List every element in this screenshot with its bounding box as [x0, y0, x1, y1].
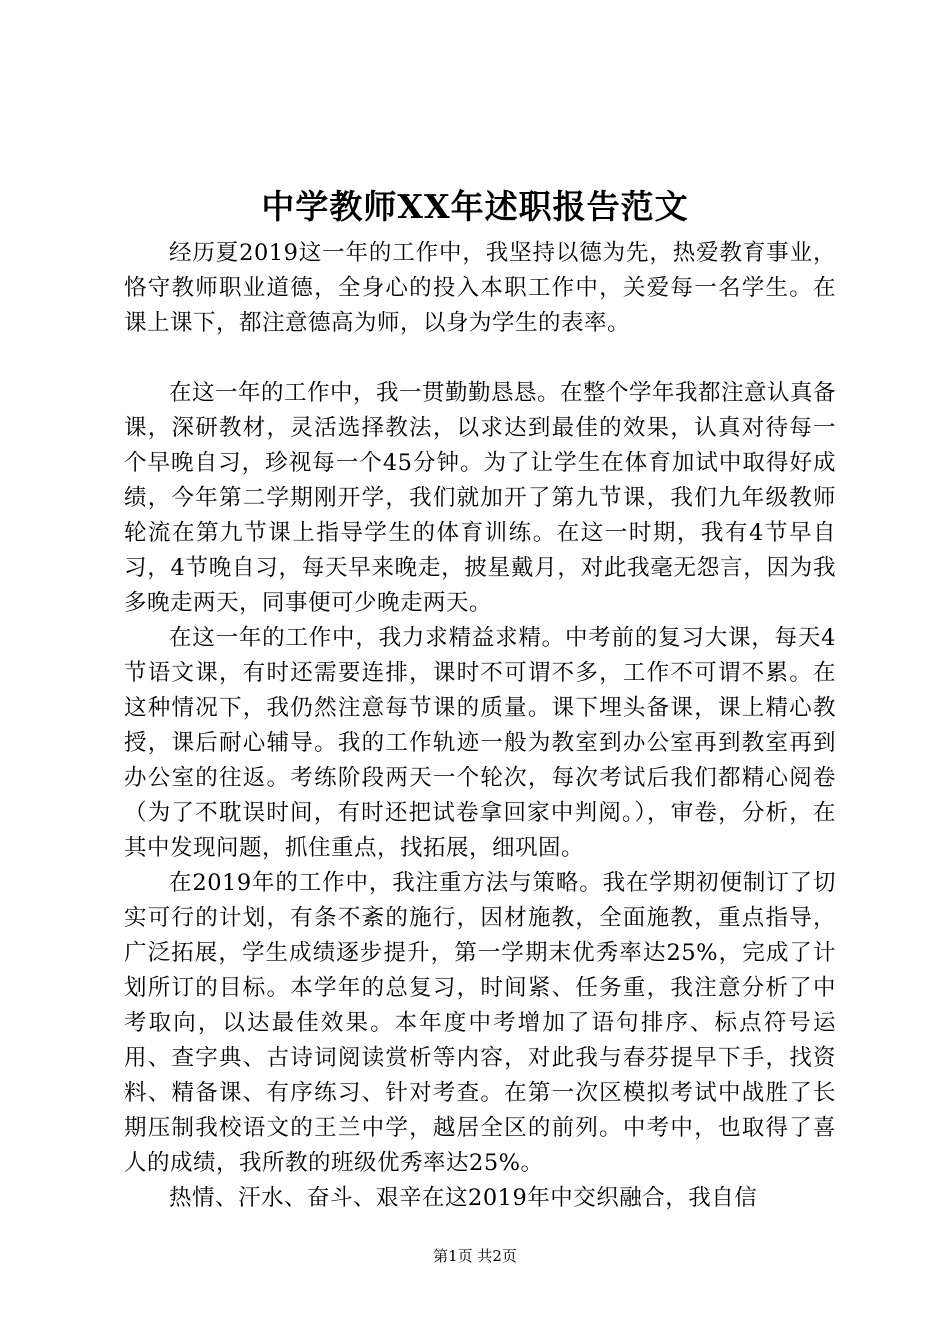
page-footer: 第1页 共2页	[433, 1247, 517, 1265]
paragraph-methods: 在2019年的工作中，我注重方法与策略。我在学期初便制订了切实可行的计划，有条不紊的施行，因材施教，全面施教，重点指导，广泛拓展，学生成绩逐步提升，第一学期末优秀率达25%，完成了计划所订的目标。本学年的总复习，时间紧、任务重，我注意分析了中考取向，以达最佳效果。本年度中考增加了语句排序、标点符号运用、查字典、古诗词阅读赏析等内容，对此我与春芬提早下手，找资料、精备课、有序练习、针对考查。在第一次区模拟考试中战胜了长期压制我校语文的王兰中学，越居全区的前列。中考中，也取得了喜人的成绩，我所教的班级优秀率达25%。	[124, 870, 836, 1176]
paragraph-intro: 经历夏2019这一年的工作中，我坚持以德为先，热爱教育事业，恪守教师职业道德，全身心的投入本职工作中，关爱每一名学生。在课上课下，都注意德高为师，以身为学生的表率。	[124, 240, 836, 336]
paragraph-diligence: 在这一年的工作中，我一贯勤勤恳恳。在整个学年我都注意认真备课，深研教材，灵活选择教法，以求达到最佳的效果，认真对待每一个早晚自习，珍视每一个45分钟。为了让学生在体育加试中取得好成绩，今年第二学期刚开学，我们就加开了第九节课，我们九年级教师轮流在第九节课上指导学生的体育训练。在这一时期，我有4节早自习，4节晚自习，每天早来晚走，披星戴月，对此我毫无怨言，因为我多晚走两天，同事便可少晚走两天。	[124, 380, 837, 616]
paragraph-excellence: 在这一年的工作中，我力求精益求精。中考前的复习大课，每天4节语文课，有时还需要连排，课时不可谓不多，工作不可谓不累。在这种情况下，我仍然注意每节课的质量。课下埋头备课，课上精心教授，课后耐心辅导。我的工作轨迹一般为教室到办公室再到教室再到办公室的往返。考练阶段两天一个轮次，每次考试后我们都精心阅卷（为了不耽误时间，有时还把试卷拿回家中判阅。），审卷，分析，在其中发现问题，抓住重点，找拓展，细巩固。	[124, 625, 836, 861]
document-title: 中学教师XX年述职报告范文	[261, 187, 689, 226]
document-body	[124, 236, 836, 1216]
paragraph-closing: 热情、汗水、奋斗、艰辛在这2019年中交织融合，我自信	[169, 1185, 758, 1211]
